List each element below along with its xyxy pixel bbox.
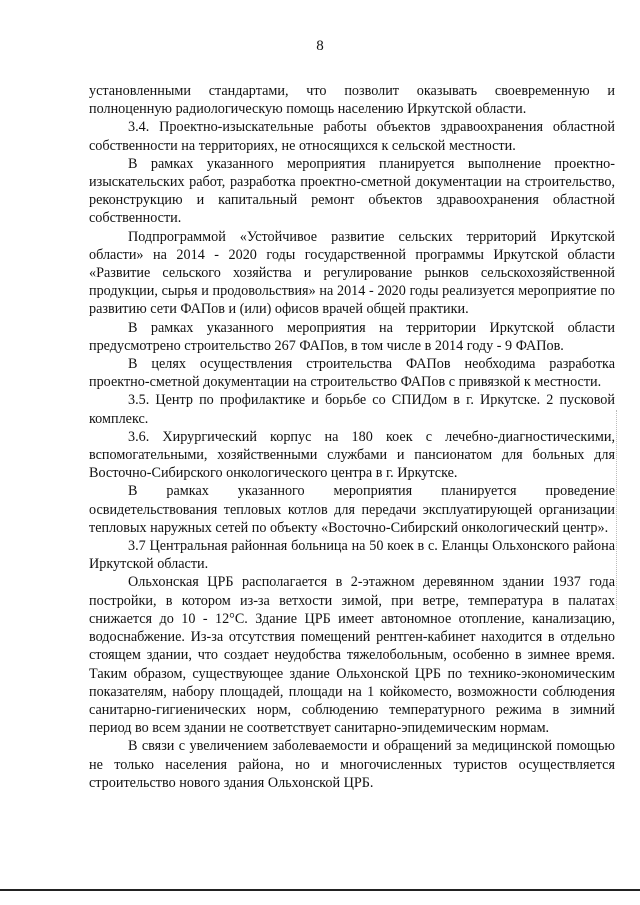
document-body	[89, 82, 615, 792]
bottom-rule	[0, 889, 640, 891]
paragraph-new-building: В связи с увеличением заболеваемости и обращений за медицинской помощью не только населения района, но и многочисленных туристов осуществляется строительство нового здания Ольхонской ЦРБ.	[89, 738, 615, 791]
paragraph-oncology-boilers: В рамках указанного мероприятия планируется проведение освидетельствования тепловых котлов для передачи эксплуатирующей организации тепловых наружных сетей по объекту «Восточно-Сибирский онкологический центр».	[89, 483, 615, 536]
scan-edge-mark	[616, 410, 618, 610]
paragraph-fap-documentation: В целях осуществления строительства ФАПов необходима разработка проектно-сметной документации на строительство ФАПов с привязкой к местности.	[89, 356, 615, 391]
paragraph-section-3-7: 3.7 Центральная районная больница на 50 коек в с. Еланцы Ольхонского района Иркутской области.	[89, 538, 615, 573]
paragraph-olkhon-hospital: Ольхонская ЦРБ располагается в 2-этажном деревянном здании 1937 года постройки, в котором из-за ветхости зимой, при ветре, температура в палатах снижается до 10 - 12°С. Здание ЦРБ имеет автономное отопление, канализацию, водоснабжение. Из-за отсутствия помещений рентген-кабинет находится в отдельно стоящем здании, что создает неудобства тяжелобольным, особенно в зимнее время. Таким образом, существующее здание Ольхонской ЦРБ по технико-экономическим показателям, набору площадей, площади на 1 койкоместо, возможности соблюдения санитарно-гигиенических норм, соблюдению температурного режима в зимний период во всем здании не соответствует санитарно-эпидемическим нормам.	[89, 574, 615, 737]
paragraph-subprogram: Подпрограммой «Устойчивое развитие сельских территорий Иркутской области» на 2014 - 2020 годы государственной программы Иркутской области «Развитие сельского хозяйства и регулирование рынков сельскохозяйственной продукции, сырья и продовольствия» на 2014 - 2020 годы реализуется мероприятие по развитию сети ФАПов и (или) офисов врачей общей практики.	[89, 228, 615, 318]
paragraph-continuation: установленными стандартами, что позволит оказывать своевременную и полноценную радиологическую помощь населению Иркутской области.	[89, 83, 615, 118]
paragraph-fap-construction: В рамках указанного мероприятия на территории Иркутской области предусмотрено строительство 267 ФАПов, в том числе в 2014 году - 9 ФАПов.	[89, 319, 615, 354]
paragraph-section-3-5: 3.5. Центр по профилактике и борьбе со СПИДом в г. Иркутске. 2 пусковой комплекс.	[89, 392, 615, 427]
paragraph-section-3-6: 3.6. Хирургический корпус на 180 коек с лечебно-диагностическими, вспомогательными, хозяйственными службами и пансионатом для больных для Восточно-Сибирского онкологического центра в г. Иркутске.	[89, 428, 615, 482]
page-number: 8	[316, 38, 324, 54]
paragraph-design-works: В рамках указанного мероприятия планируется выполнение проектно-изыскательских работ, разработка проектно-сметной документации на строительство, реконструкцию и капитальный ремонт объектов здравоохранения областной собственности.	[89, 155, 615, 227]
paragraph-section-3-4: 3.4. Проектно-изыскательные работы объектов здравоохранения областной собственности на территориях, не относящихся к сельской местности.	[89, 119, 615, 154]
